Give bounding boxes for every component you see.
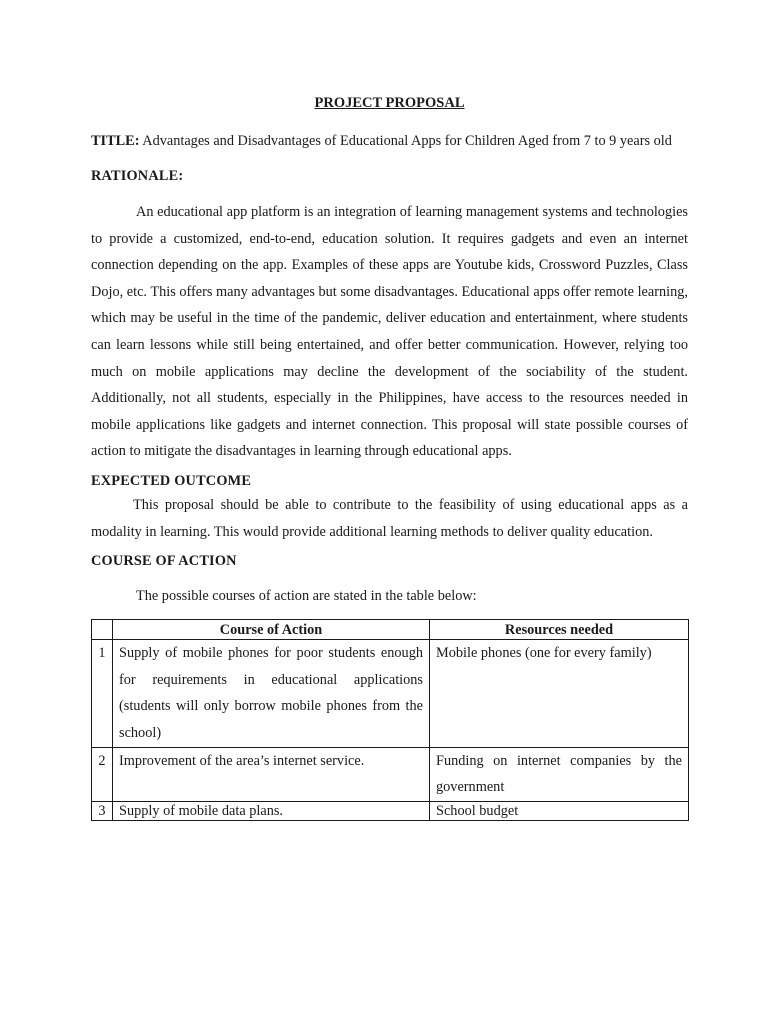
row-number: 2 bbox=[92, 747, 113, 801]
course-of-action-heading: COURSE OF ACTION bbox=[91, 553, 237, 570]
row-resources: Mobile phones (one for every family) bbox=[430, 640, 689, 747]
row-number: 3 bbox=[92, 801, 113, 820]
expected-outcome-paragraph: This proposal should be able to contribute to the feasibility of using educational apps as a modality in learning. This would provide additional learning methods to deliver quality education. bbox=[91, 496, 688, 540]
row-action: Supply of mobile data plans. bbox=[113, 801, 430, 820]
table-row bbox=[92, 747, 689, 801]
table-header-course: Course of Action bbox=[113, 620, 430, 640]
table-header-resources: Resources needed bbox=[430, 620, 689, 640]
rationale-heading: RATIONALE: bbox=[91, 168, 184, 184]
row-action: Supply of mobile phones for poor students enough for requirements in educational applications (students will only borrow mobile phones from the school) bbox=[113, 640, 430, 747]
row-number: 1 bbox=[92, 640, 113, 747]
proposal-title-line bbox=[91, 128, 688, 155]
table-header-row bbox=[92, 620, 689, 640]
title-text: Advantages and Disadvantages of Educational Apps for Children Aged from 7 to 9 years old bbox=[139, 133, 672, 149]
expected-outcome-heading: EXPECTED OUTCOME bbox=[91, 472, 252, 489]
row-resources: Funding on internet companies by the government bbox=[430, 747, 689, 801]
course-of-action-table bbox=[91, 619, 689, 821]
course-of-action-intro: The possible courses of action are stated in the table below: bbox=[136, 588, 477, 605]
document-title: PROJECT PROPOSAL bbox=[314, 95, 465, 111]
row-resources: School budget bbox=[430, 801, 689, 820]
title-label: TITLE: bbox=[91, 133, 140, 149]
table-header-number bbox=[92, 620, 113, 640]
table-row bbox=[92, 640, 689, 747]
table-row bbox=[92, 801, 689, 820]
rationale-paragraph: An educational app platform is an integration of learning management systems and technologies to provide a customized, end-to-end, education solution. It requires gadgets and even an internet connection depending on the app. Examples of these apps are Youtube kids, Crossword Puzzles, Class Dojo, etc. This offers many advantages but some disadvantages. Educational apps offer remote learning, which may be useful in the time of the pandemic, deliver education and entertainment, where students can learn lessons while still being entertained, and offer better communication. However, relying too much on mobile applications may decline the development of the sociability of the student. Additionally, not all students, especially in the Philippines, have access to the resources needed in mobile applications like gadgets and internet connection. This proposal will state possible courses of action to mitigate the disadvantages in learning through educational apps. bbox=[91, 204, 688, 460]
row-action: Improvement of the area’s internet service. bbox=[113, 747, 430, 801]
